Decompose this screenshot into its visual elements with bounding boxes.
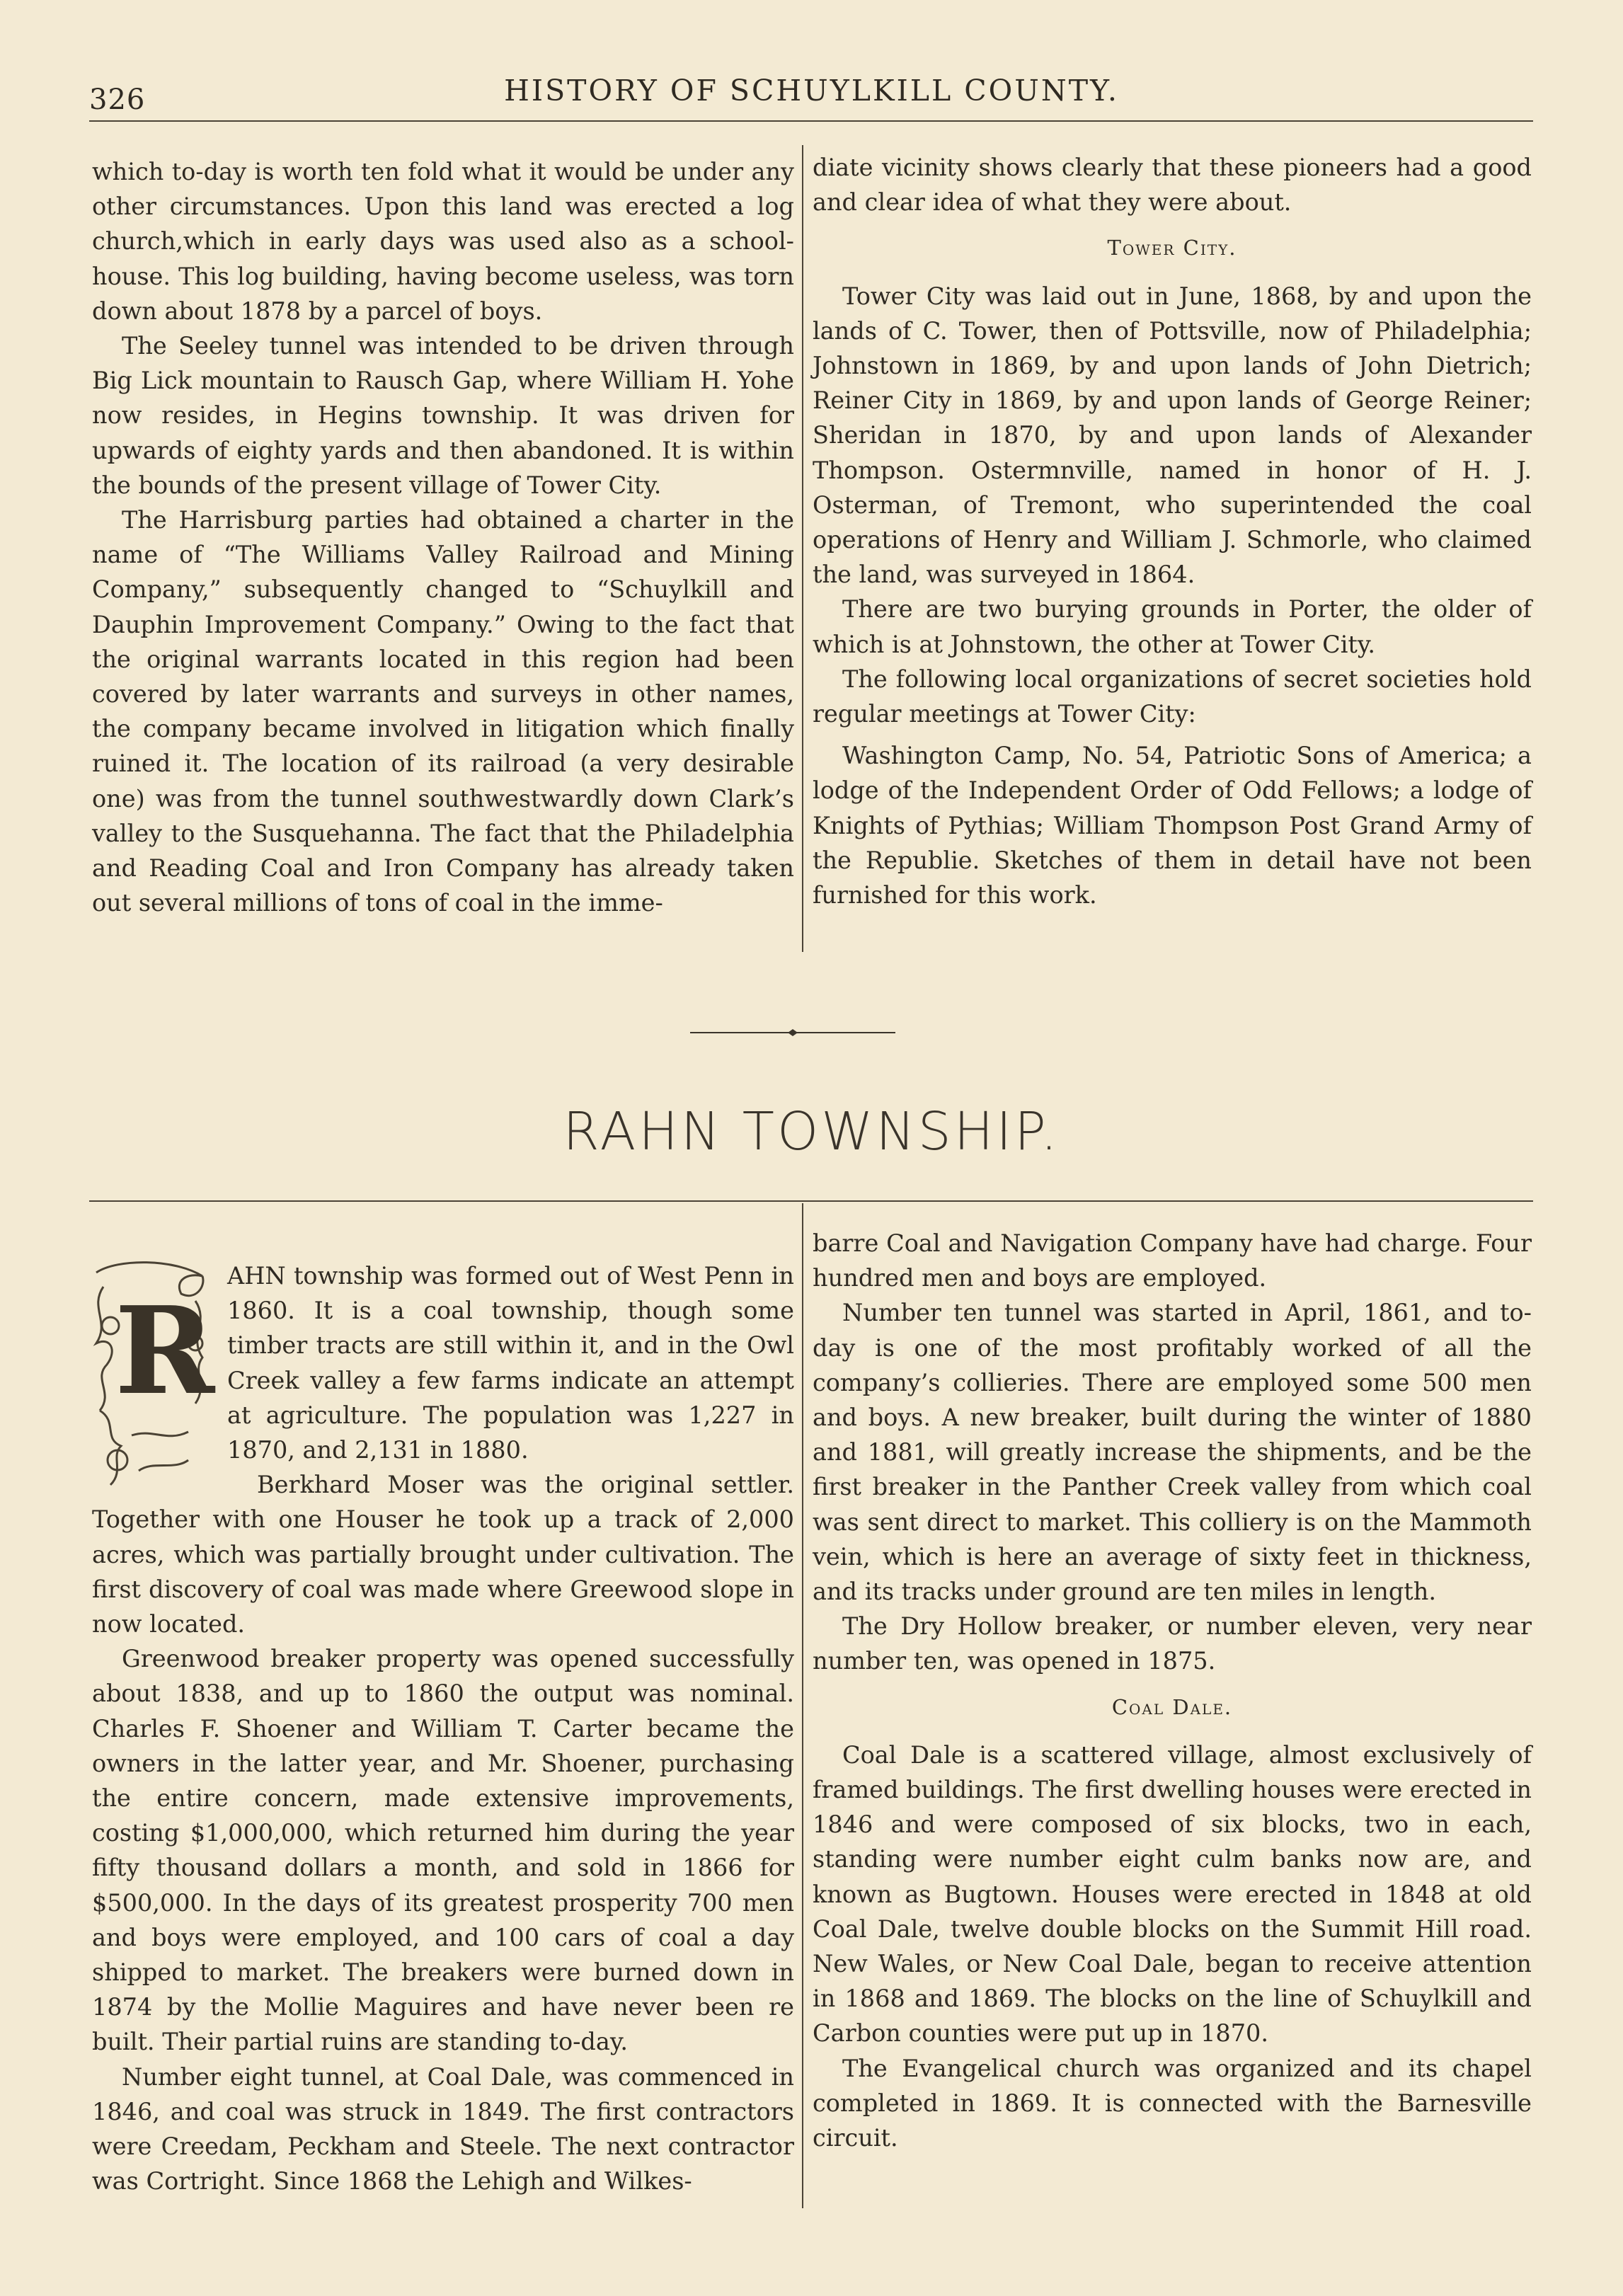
subsection-heading: Tower City. <box>1107 236 1237 260</box>
illuminated-initial <box>89 1258 213 1492</box>
paragraph: The Harrisburg parties had obtained a charter in the name of “The Williams Valley Railroad and Mining Company,” subsequently changed to “Schuylkill and Dauphin Improvement Company.” Owing to the fact that the original warrants located in this region had been covered by later warrants and surveys in other names, the company became involved in litigation which finally ruined it. The location of its railroad (a very desirable one) was from the tunnel southwestwardly down Clark’s valley to the Susquehanna. The fact that the Philadelphia and Reading Coal and Iron Company has already taken out several millions of tons of coal in the imme- <box>92 506 794 917</box>
paragraph: diate vicinity shows clearly that these pioneers had a good and clear idea of what they were about. <box>813 154 1532 217</box>
bottom-left-column <box>92 1258 794 2198</box>
paragraph: The following local organizations of secret societies hold regular meetings at Tower City: <box>813 665 1532 728</box>
paragraph: Greenwood breaker property was opened successfully about 1838, and up to 1860 the output was nominal. Charles F. Shoener and William T. Carter became the owners in the latter year, and Mr. Shoener, purchasing the entire concern, made extensive improvements, costing $1,000,000, which returned him during the year fifty thousand dollars a month, and sold in 1866 for $500,000. In the days of its greatest prosperity 700 men and boys were employed, and 100 cars of coal a day shipped to market. The breakers were burned down in 1874 by the Mollie Maguires and have never been re built. Their partial ruins are standing to-day. <box>92 1645 794 2056</box>
running-title: HISTORY OF SCHUYLKILL COUNTY. <box>504 74 1119 108</box>
paragraph: The Evangelical church was organized and its chapel completed in 1869. It is connected with the Barnesville circuit. <box>813 2054 1532 2152</box>
paragraph: which to-day is worth ten fold what it would be under any other circumstances. Upon this land was erected a log church,which in early days was used also as a school-house. This log building, having become useless, was torn down about 1878 by a parcel of boys. <box>92 158 794 325</box>
paragraph: There are two burying grounds in Porter, the older of which is at Johnstown, the other at Tower City. <box>813 595 1532 658</box>
top-right-column <box>813 150 1532 912</box>
paragraph: The Seeley tunnel was intended to be driven through Big Lick mountain to Rausch Gap, where William H. Yohe now resides, in Hegins township. It was driven for upwards of eighty yards and then abandoned. It is within the bounds of the present village of Tower City. <box>92 332 794 499</box>
paragraph: The Dry Hollow breaker, or number eleven, very near number ten, was opened in 1875. <box>813 1612 1532 1675</box>
paragraph: Number eight tunnel, at Coal Dale, was commenced in 1846, and coal was struck in 1849. The first contractors were Creedam, Peckham and Steele. The next contractor was Cortright. Since 1868 the Lehigh and Wilkes- <box>92 2062 794 2195</box>
drop-cap-letter: R <box>115 1280 215 1422</box>
paragraph: Washington Camp, No. 54, Patriotic Sons of America; a lodge of the Independent Order of Odd Fellows; a lodge of Knights of Pythias; William Thompson Post Grand Army of the Republie. Sketches of them in detail have not been furnished for this work. <box>813 742 1532 909</box>
bottom-right-column <box>813 1226 1532 2155</box>
paragraph: AHN township was formed out of West Penn in 1860. It is a coal township, though some timber tracts are still within it, and in the Owl Creek valley a few farms indicate an attempt at agriculture. The population was 1,227 in 1870, and 2,131 in 1880. <box>227 1262 794 1464</box>
column-divider-bottom <box>802 1203 803 2208</box>
ornamental-divider <box>690 1028 895 1038</box>
paragraph: Coal Dale is a scattered village, almost exclusively of framed buildings. The first dwelling houses were erected in 1846 and were composed of six blocks, two in each, standing were number eight culm banks now are, and known as Bugtown. Houses were erected in 1848 at old Coal Dale, twelve double blocks on the Summit Hill road. New Wales, or New Coal Dale, began to receive attention in 1868 and 1869. The blocks on the line of Schuylkill and Carbon counties were put up in 1870. <box>813 1740 1532 2048</box>
column-divider-top <box>802 145 803 952</box>
page-number: 326 <box>89 84 146 116</box>
paragraph: Tower City was laid out in June, 1868, by and upon the lands of C. Tower, then of Pottsville, now of Philadelphia; Johnstown in 1869, by and upon lands of John Dietrich; Reiner City in 1869, by and upon lands of George Reiner; Sheridan in 1870, by and upon lands of Alexander Thompson. Ostermnville, named in honor of H. J. Osterman, of Tremont, who superintended the coal operations of Henry and William J. Schmorle, who claimed the land, was surveyed in 1864. <box>813 282 1532 589</box>
header-rule <box>89 120 1533 122</box>
paragraph: Berkhard Moser was the original settler. Together with one Houser he took up a track of 2,000 acres, which was partially brought under cultivation. The first discovery of coal was made where Greewood slope in now located. <box>92 1471 794 1638</box>
paragraph: barre Coal and Navigation Company have had charge. Four hundred men and boys are employed. <box>813 1229 1532 1292</box>
section-title: RAHN TOWNSHIP. <box>563 1101 1060 1162</box>
subsection-heading: Coal Dale. <box>1111 1694 1233 1719</box>
paragraph: Number ten tunnel was started in April, 1861, and to-day is one of the most profitably worked of all the company’s collieries. There are employed some 500 men and boys. A new breaker, built during the winter of 1880 and 1881, will greatly increase the shipments, and be the first breaker in the Panther Creek valley from which coal was sent direct to market. This colliery is on the Mammoth vein, which is here an average of sixty feet in thickness, and its tracks under ground are ten miles in length. <box>813 1299 1532 1606</box>
section-rule <box>89 1200 1533 1202</box>
top-left-column <box>92 154 794 920</box>
